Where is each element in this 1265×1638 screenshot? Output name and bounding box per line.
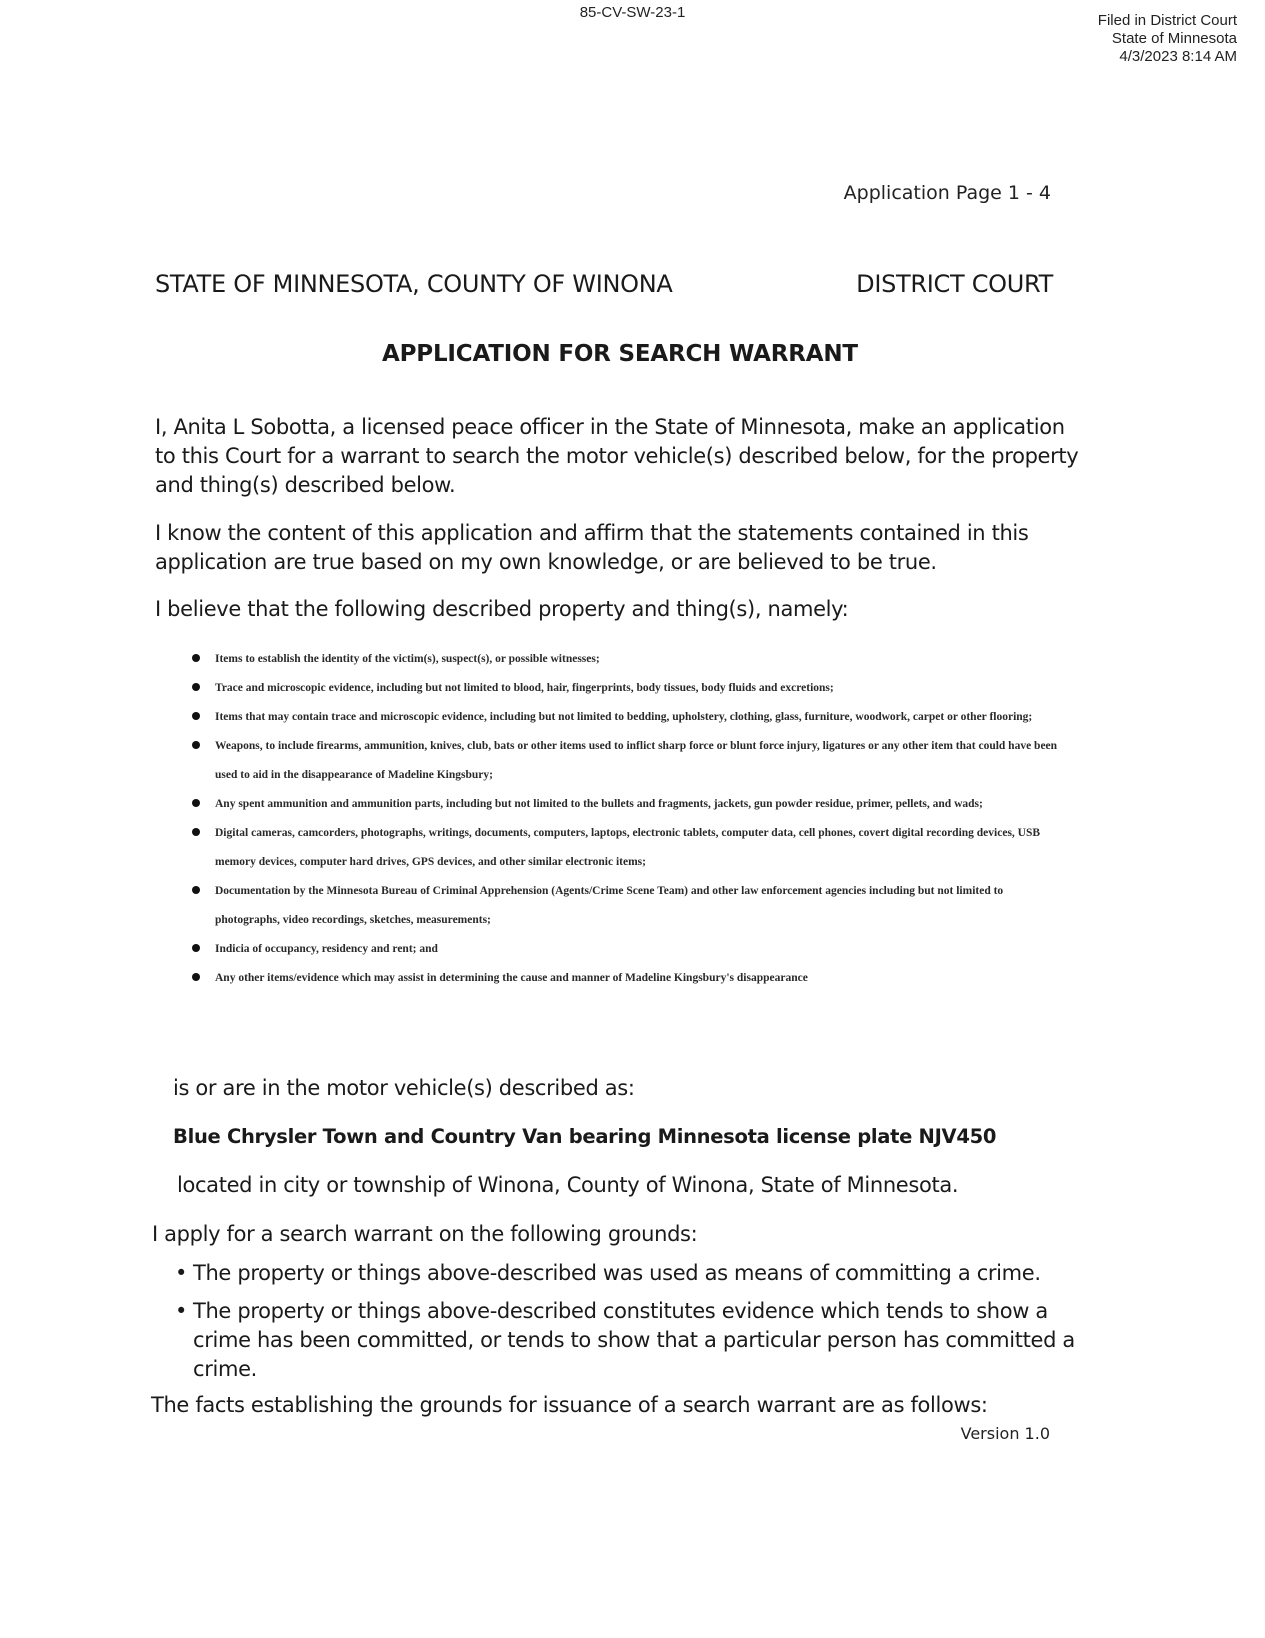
bullet-icon xyxy=(192,799,200,807)
list-item xyxy=(175,1259,1075,1288)
grounds-list xyxy=(175,1259,1075,1393)
grounds-intro: I apply for a search warrant on the following grounds: xyxy=(152,1222,698,1246)
list-item-text: Digital cameras, camcorders, photographs, writings, documents, computers, laptops, electronic tablets, computer data, cell phones, covert digital recording devices, USB memory devices, computer hard drives, GPS devices, and other similar electronic items; xyxy=(215,827,1041,868)
intro-paragraph: I, Anita L Sobotta, a licensed peace officer in the State of Minnesota, make an application to this Court for a warrant to search the motor vehicle(s) described below, for the property and thing(s) described below. xyxy=(155,415,1079,497)
list-item xyxy=(190,674,1070,703)
filed-stamp xyxy=(1098,12,1237,66)
list-item xyxy=(175,1297,1075,1384)
bullet-icon xyxy=(192,683,200,691)
list-item-text: Weapons, to include firearms, ammunition, knives, club, bats or other items used to inflict sharp force or blunt force injury, ligatures or any other item that could have been used to aid in the disappearance of Madeline Kingsbury; xyxy=(215,740,1058,781)
case-number: 85-CV-SW-23-1 xyxy=(579,4,686,21)
bullet-icon xyxy=(192,973,200,981)
bullet-icon xyxy=(192,828,200,836)
version-label: Version 1.0 xyxy=(960,1424,1050,1443)
list-item-text: Trace and microscopic evidence, including but not limited to blood, hair, fingerprints, body tissues, body fluids and excretions; xyxy=(215,682,834,694)
bullet-icon: • xyxy=(175,1261,188,1285)
list-item-text: Items that may contain trace and microscopic evidence, including but not limited to bedding, upholstery, clothing, glass, furniture, woodwork, carpet or other flooring; xyxy=(215,711,1033,723)
list-item xyxy=(190,819,1070,877)
document-title: APPLICATION FOR SEARCH WARRANT xyxy=(382,341,858,367)
list-item-text: Items to establish the identity of the victim(s), suspect(s), or possible witnesses; xyxy=(215,653,600,665)
list-item-text: Any spent ammunition and ammunition parts, including but not limited to the bullets and fragments, jackets, gun powder residue, primer, pellets, and wads; xyxy=(215,798,983,810)
bullet-icon xyxy=(192,741,200,749)
list-item-text: The property or things above-described was used as means of committing a crime. xyxy=(193,1261,1041,1285)
filed-stamp-line: Filed in District Court xyxy=(1097,12,1237,29)
vehicle-location: located in city or township of Winona, County of Winona, State of Minnesota. xyxy=(177,1173,959,1197)
property-list xyxy=(190,645,1070,993)
bullet-icon xyxy=(192,712,200,720)
list-item-text: Any other items/evidence which may assist in determining the cause and manner of Madeline Kingsbury's disappearance xyxy=(215,972,808,984)
list-item xyxy=(190,877,1070,935)
belief-paragraph: I believe that the following described property and thing(s), namely: xyxy=(155,597,849,621)
court-name: DISTRICT COURT xyxy=(856,270,1053,298)
application-page-number: Application Page 1 - 4 xyxy=(843,182,1051,204)
bullet-icon xyxy=(192,886,200,894)
vehicle-description: Blue Chrysler Town and Country Van bearing Minnesota license plate NJV450 xyxy=(173,1125,997,1148)
list-item xyxy=(190,732,1070,790)
filed-stamp-line: 4/3/2023 8:14 AM xyxy=(1119,48,1237,65)
affirmation-paragraph: I know the content of this application and affirm that the statements contained in this application are true based on my own knowledge, or are believed to be true. xyxy=(155,521,1029,574)
bullet-icon xyxy=(192,654,200,662)
list-item xyxy=(190,645,1070,674)
bullet-icon: • xyxy=(175,1299,188,1323)
list-item-text: Indicia of occupancy, residency and rent; and xyxy=(215,943,438,955)
court-venue: STATE OF MINNESOTA, COUNTY OF WINONA xyxy=(155,270,673,298)
list-item-text: The property or things above-described constitutes evidence which tends to show a crime has been committed, or tends to show that a particular person has committed a crime. xyxy=(193,1299,1075,1381)
facts-intro: The facts establishing the grounds for issuance of a search warrant are as follows: xyxy=(151,1393,988,1417)
vehicle-intro: is or are in the motor vehicle(s) described as: xyxy=(173,1076,635,1100)
list-item xyxy=(190,935,1070,964)
list-item xyxy=(190,790,1070,819)
filed-stamp-line: State of Minnesota xyxy=(1111,30,1237,47)
bullet-icon xyxy=(192,944,200,952)
list-item xyxy=(190,964,1070,993)
list-item xyxy=(190,703,1070,732)
list-item-text: Documentation by the Minnesota Bureau of Criminal Apprehension (Agents/Crime Scene Team) and other law enforcement agencies including but not limited to photographs, video recordings, sketches, measurements; xyxy=(215,885,1004,926)
